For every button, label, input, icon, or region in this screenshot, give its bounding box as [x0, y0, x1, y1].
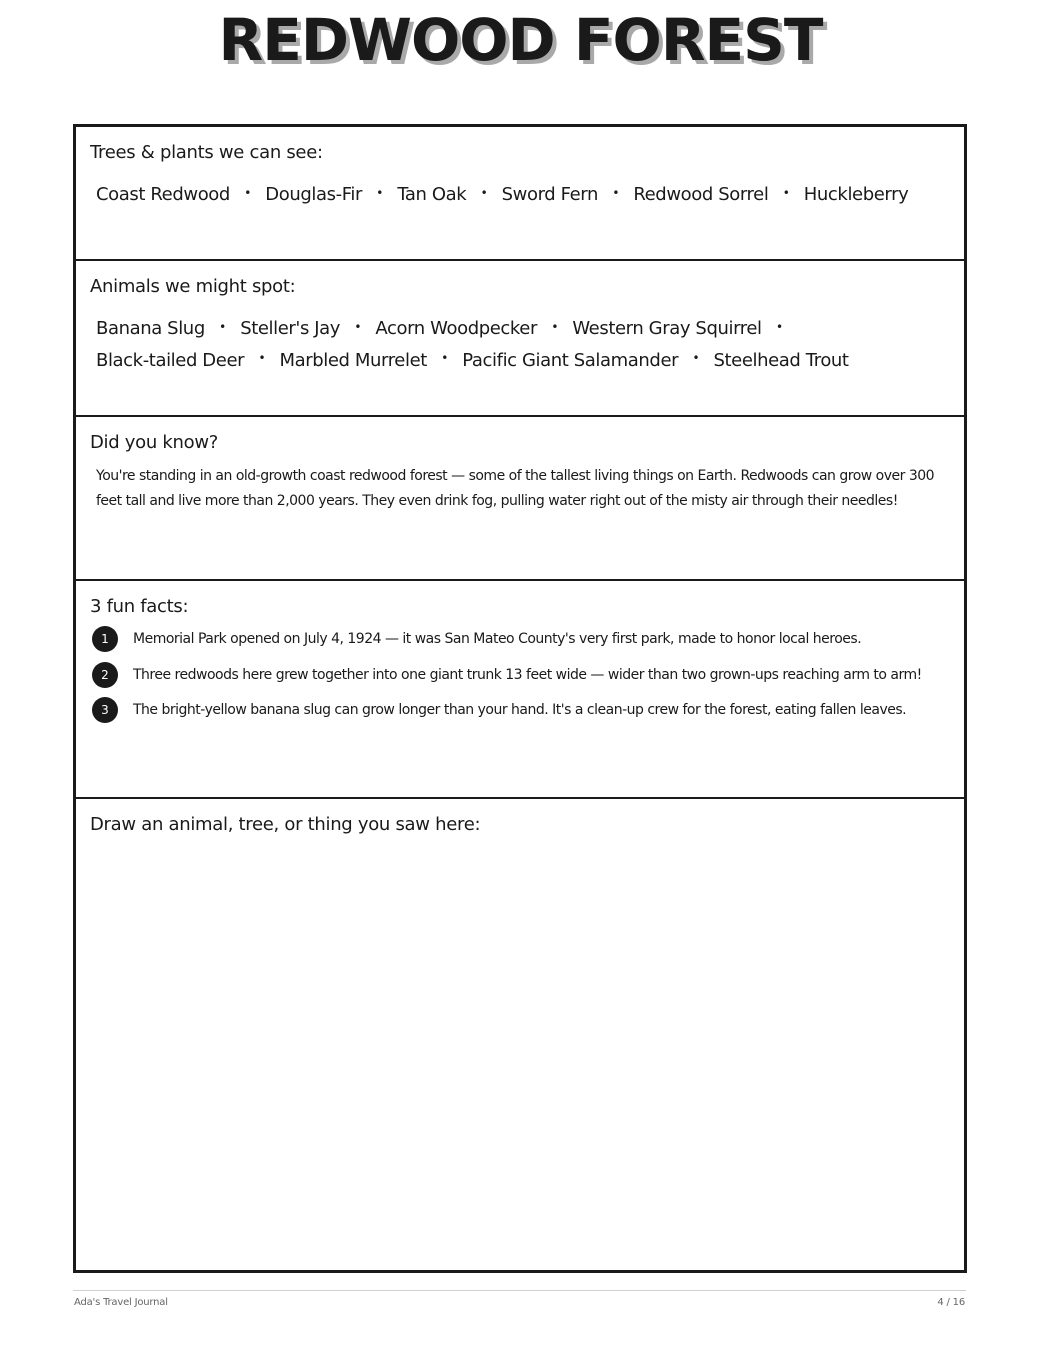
separator-dot: • [258, 351, 266, 365]
plants-list [96, 179, 926, 211]
animal-item: Banana Slug [96, 318, 205, 339]
footer-divider [73, 1290, 966, 1291]
separator-dot: • [244, 185, 251, 200]
fun-fact-item [92, 626, 952, 662]
animal-item: Marbled Murrelet [279, 349, 427, 371]
separator-dot: • [612, 185, 619, 200]
drawing-section [76, 799, 964, 1270]
fact-text: The bright-yellow banana slug can grow longer than your hand. It's a clean-up crew for the forest, eating fallen leaves. [133, 702, 907, 718]
drawing-heading: Draw an animal, tree, or thing you saw here: [90, 814, 481, 835]
did-you-know-section [76, 417, 964, 581]
animal-item: Pacific Giant Salamander [462, 349, 679, 371]
plants-heading: Trees & plants we can see: [90, 142, 323, 163]
footer-page-indicator: 4 / 16 [937, 1297, 965, 1308]
separator-dot: • [480, 185, 488, 200]
page-title: REDWOOD FOREST [218, 6, 823, 74]
separator-dot: • [354, 319, 362, 334]
animal-item: Steller's Jay [240, 318, 341, 339]
did-you-know-heading: Did you know? [90, 432, 219, 453]
fun-fact-item [92, 697, 952, 733]
separator-dot: • [692, 351, 700, 365]
separator-dot: • [775, 319, 783, 334]
journal-page-frame [73, 124, 967, 1273]
fact-number-badge: 3 [92, 697, 118, 723]
fact-text: Three redwoods here grew together into one giant trunk 13 feet wide — wider than two grown-ups reaching arm to arm! [133, 666, 922, 683]
drawing-area[interactable] [76, 843, 964, 1270]
animals-heading: Animals we might spot: [90, 276, 296, 297]
animal-item: Black-tailed Deer [96, 349, 245, 371]
plants-section [76, 127, 964, 261]
fun-facts-heading: 3 fun facts: [90, 596, 189, 617]
fact-text: Memorial Park opened on July 4, 1924 — it was San Mateo County's very first park, made to honor local heroes. [133, 631, 862, 647]
plant-item: Tan Oak [397, 184, 467, 205]
plant-item: Coast Redwood [96, 184, 230, 205]
plant-item: Redwood Sorrel [633, 184, 769, 205]
fun-facts-section [76, 581, 964, 799]
animals-section [76, 261, 964, 417]
plant-item: Douglas-Fir [265, 184, 362, 205]
fact-number-badge: 1 [92, 626, 118, 652]
separator-dot: • [551, 319, 558, 334]
separator-dot: • [441, 351, 448, 365]
animal-item: Acorn Woodpecker [375, 318, 537, 339]
animals-list [96, 313, 926, 376]
fun-fact-item [92, 662, 952, 698]
animal-item: Steelhead Trout [713, 349, 849, 371]
separator-dot: • [219, 319, 226, 334]
plant-item: Sword Fern [501, 184, 598, 205]
separator-dot: • [782, 185, 790, 200]
animal-item: Western Gray Squirrel [572, 318, 762, 339]
separator-dot: • [376, 185, 383, 200]
plant-item: Huckleberry [803, 184, 909, 205]
fact-number-badge: 2 [92, 662, 118, 688]
footer-journal-name: Ada's Travel Journal [74, 1297, 168, 1308]
fun-facts-list [92, 626, 952, 733]
did-you-know-text: You're standing in an old-growth coast redwood forest — some of the tallest living things on Earth. Redwoods can grow over 300 feet tall and live more than 2,000 years. They even drink fog, pulling water right out of the misty air through their needles! [96, 468, 935, 509]
